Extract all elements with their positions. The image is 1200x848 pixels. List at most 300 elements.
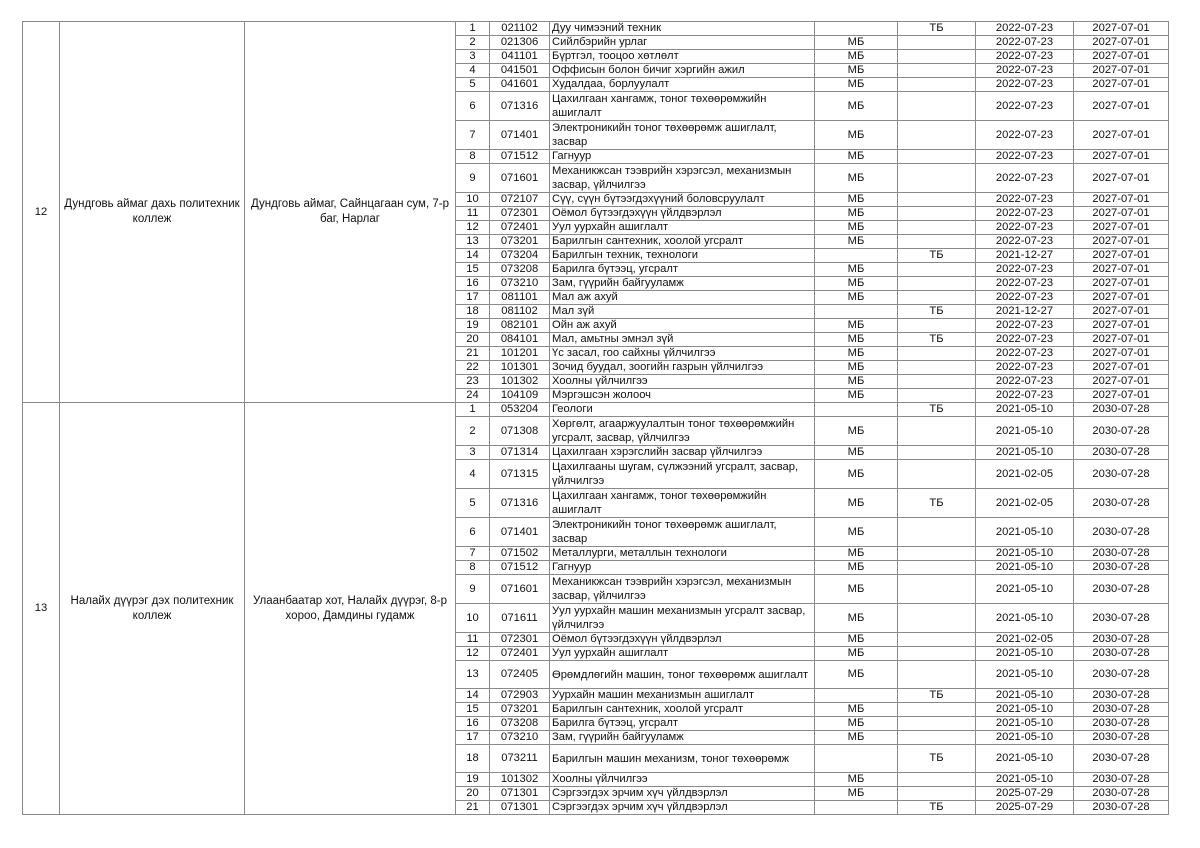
tb-level xyxy=(898,164,976,193)
start-date: 2022-07-23 xyxy=(976,78,1074,92)
mb-level: МБ xyxy=(815,221,898,235)
program-code: 071315 xyxy=(490,460,550,489)
mb-level: МБ xyxy=(815,703,898,717)
row-number: 15 xyxy=(456,703,490,717)
end-date: 2027-07-01 xyxy=(1074,22,1169,36)
program-code: 041501 xyxy=(490,64,550,78)
tb-level xyxy=(898,291,976,305)
program-name: Гагнуур xyxy=(550,150,815,164)
start-date: 2022-07-23 xyxy=(976,36,1074,50)
mb-level: МБ xyxy=(815,575,898,604)
program-code: 072301 xyxy=(490,207,550,221)
program-name: Оёмол бүтээгдэхүүн үйлдвэрлэл xyxy=(550,633,815,647)
tb-level xyxy=(898,235,976,249)
row-number: 7 xyxy=(456,547,490,561)
program-code: 071401 xyxy=(490,121,550,150)
program-code: 073210 xyxy=(490,731,550,745)
college-name: Дундговь аймаг дахь политехник коллеж xyxy=(60,22,245,403)
end-date: 2027-07-01 xyxy=(1074,121,1169,150)
mb-level: МБ xyxy=(815,787,898,801)
row-number: 17 xyxy=(456,291,490,305)
start-date: 2022-07-23 xyxy=(976,164,1074,193)
row-number: 17 xyxy=(456,731,490,745)
tb-level xyxy=(898,361,976,375)
row-number: 4 xyxy=(456,64,490,78)
tb-level xyxy=(898,150,976,164)
program-code: 021306 xyxy=(490,36,550,50)
row-number: 4 xyxy=(456,460,490,489)
program-code: 071316 xyxy=(490,92,550,121)
program-name: Хөргөлт, агааржуулалтын тоног төхөөрөмжийн угсралт, засвар, үйлчилгээ xyxy=(550,417,815,446)
mb-level: МБ xyxy=(815,375,898,389)
program-name: Цахилгаан хангамж, тоног төхөөрөмжийн ашиглалт xyxy=(550,92,815,121)
tb-level xyxy=(898,78,976,92)
row-number: 13 xyxy=(456,661,490,689)
table-row xyxy=(23,403,1169,417)
tb-level xyxy=(898,221,976,235)
program-name: Сийлбэрийн урлаг xyxy=(550,36,815,50)
program-code: 071601 xyxy=(490,575,550,604)
end-date: 2027-07-01 xyxy=(1074,319,1169,333)
program-code: 071502 xyxy=(490,547,550,561)
mb-level xyxy=(815,689,898,703)
program-name: Барилгын сантехник, хоолой угсралт xyxy=(550,703,815,717)
start-date: 2021-05-10 xyxy=(976,647,1074,661)
program-name: Барилга бүтээц, угсралт xyxy=(550,263,815,277)
program-name: Электроникийн тоног төхөөрөмж ашиглалт, засвар xyxy=(550,121,815,150)
program-name: Барилга бүтээц, угсралт xyxy=(550,717,815,731)
end-date: 2027-07-01 xyxy=(1074,235,1169,249)
mb-level: МБ xyxy=(815,164,898,193)
program-name: Сэргээгдэх эрчим хүч үйлдвэрлэл xyxy=(550,801,815,815)
program-name: Металлурги, металлын технологи xyxy=(550,547,815,561)
tb-level xyxy=(898,604,976,633)
program-name: Мэргэшсэн жолооч xyxy=(550,389,815,403)
start-date: 2021-05-10 xyxy=(976,703,1074,717)
program-name: Геологи xyxy=(550,403,815,417)
tb-level: ТБ xyxy=(898,689,976,703)
start-date: 2021-12-27 xyxy=(976,249,1074,263)
mb-level xyxy=(815,801,898,815)
mb-level: МБ xyxy=(815,235,898,249)
program-name: Цахилгаан хэрэгслийн засвар үйлчилгээ xyxy=(550,446,815,460)
tb-level xyxy=(898,64,976,78)
row-number: 1 xyxy=(456,403,490,417)
tb-level xyxy=(898,121,976,150)
row-number: 19 xyxy=(456,773,490,787)
start-date: 2022-07-23 xyxy=(976,64,1074,78)
program-name: Мал зүй xyxy=(550,305,815,319)
program-code: 073208 xyxy=(490,717,550,731)
program-name: Худалдаа, борлуулалт xyxy=(550,78,815,92)
end-date: 2030-07-28 xyxy=(1074,604,1169,633)
mb-level: МБ xyxy=(815,731,898,745)
start-date: 2025-07-29 xyxy=(976,787,1074,801)
program-code: 073201 xyxy=(490,235,550,249)
tb-level xyxy=(898,575,976,604)
start-date: 2022-07-23 xyxy=(976,291,1074,305)
end-date: 2030-07-28 xyxy=(1074,489,1169,518)
end-date: 2027-07-01 xyxy=(1074,50,1169,64)
program-code: 071314 xyxy=(490,446,550,460)
program-code: 071611 xyxy=(490,604,550,633)
mb-level: МБ xyxy=(815,36,898,50)
mb-level xyxy=(815,305,898,319)
end-date: 2027-07-01 xyxy=(1074,333,1169,347)
program-code: 104109 xyxy=(490,389,550,403)
college-program-table xyxy=(22,21,1169,815)
start-date: 2022-07-23 xyxy=(976,361,1074,375)
tb-level xyxy=(898,263,976,277)
end-date: 2030-07-28 xyxy=(1074,518,1169,547)
row-number: 8 xyxy=(456,561,490,575)
program-code: 041101 xyxy=(490,50,550,64)
mb-level: МБ xyxy=(815,50,898,64)
program-code: 041601 xyxy=(490,78,550,92)
start-date: 2022-07-23 xyxy=(976,319,1074,333)
program-code: 072401 xyxy=(490,647,550,661)
program-name: Хоолны үйлчилгээ xyxy=(550,375,815,389)
start-date: 2025-07-29 xyxy=(976,801,1074,815)
start-date: 2022-07-23 xyxy=(976,221,1074,235)
tb-level: ТБ xyxy=(898,333,976,347)
row-number: 7 xyxy=(456,121,490,150)
tb-level: ТБ xyxy=(898,801,976,815)
program-code: 071301 xyxy=(490,787,550,801)
program-name: Уурхайн машин механизмын ашиглалт xyxy=(550,689,815,703)
tb-level xyxy=(898,717,976,731)
tb-level xyxy=(898,518,976,547)
mb-level: МБ xyxy=(815,417,898,446)
start-date: 2022-07-23 xyxy=(976,263,1074,277)
row-number: 12 xyxy=(456,221,490,235)
mb-level: МБ xyxy=(815,92,898,121)
tb-level xyxy=(898,347,976,361)
program-code: 073211 xyxy=(490,745,550,773)
mb-level: МБ xyxy=(815,361,898,375)
tb-level xyxy=(898,787,976,801)
end-date: 2027-07-01 xyxy=(1074,164,1169,193)
program-name: Барилгын сантехник, хоолой угсралт xyxy=(550,235,815,249)
tb-level xyxy=(898,633,976,647)
end-date: 2027-07-01 xyxy=(1074,207,1169,221)
mb-level: МБ xyxy=(815,291,898,305)
program-code: 072401 xyxy=(490,221,550,235)
row-number: 15 xyxy=(456,263,490,277)
row-number: 16 xyxy=(456,717,490,731)
end-date: 2030-07-28 xyxy=(1074,703,1169,717)
row-number: 22 xyxy=(456,361,490,375)
program-name: Уул уурхайн ашиглалт xyxy=(550,647,815,661)
end-date: 2027-07-01 xyxy=(1074,263,1169,277)
row-number: 24 xyxy=(456,389,490,403)
mb-level: МБ xyxy=(815,263,898,277)
end-date: 2027-07-01 xyxy=(1074,150,1169,164)
end-date: 2030-07-28 xyxy=(1074,773,1169,787)
mb-level: МБ xyxy=(815,389,898,403)
program-name: Цахилгааны шугам, сүлжээний угсралт, засвар, үйлчилгээ xyxy=(550,460,815,489)
program-name: Механикжсан тээврийн хэрэгсэл, механизмын засвар, үйлчилгээ xyxy=(550,164,815,193)
program-code: 071401 xyxy=(490,518,550,547)
program-name: Сүү, сүүн бүтээгдэхүүний боловсруулалт xyxy=(550,193,815,207)
college-index: 12 xyxy=(23,22,60,403)
start-date: 2022-07-23 xyxy=(976,121,1074,150)
start-date: 2022-07-23 xyxy=(976,50,1074,64)
row-number: 10 xyxy=(456,193,490,207)
tb-level xyxy=(898,460,976,489)
program-code: 073204 xyxy=(490,249,550,263)
end-date: 2027-07-01 xyxy=(1074,347,1169,361)
table-body xyxy=(23,22,1169,815)
mb-level xyxy=(815,745,898,773)
mb-level xyxy=(815,22,898,36)
tb-level xyxy=(898,277,976,291)
start-date: 2022-07-23 xyxy=(976,235,1074,249)
mb-level: МБ xyxy=(815,78,898,92)
program-code: 082101 xyxy=(490,319,550,333)
mb-level: МБ xyxy=(815,150,898,164)
end-date: 2030-07-28 xyxy=(1074,745,1169,773)
program-code: 072405 xyxy=(490,661,550,689)
mb-level: МБ xyxy=(815,633,898,647)
program-code: 073201 xyxy=(490,703,550,717)
mb-level: МБ xyxy=(815,518,898,547)
end-date: 2027-07-01 xyxy=(1074,277,1169,291)
program-code: 081101 xyxy=(490,291,550,305)
program-code: 072107 xyxy=(490,193,550,207)
end-date: 2030-07-28 xyxy=(1074,417,1169,446)
row-number: 21 xyxy=(456,347,490,361)
start-date: 2021-05-10 xyxy=(976,604,1074,633)
row-number: 9 xyxy=(456,164,490,193)
row-number: 6 xyxy=(456,518,490,547)
row-number: 21 xyxy=(456,801,490,815)
table-row xyxy=(23,22,1169,36)
start-date: 2022-07-23 xyxy=(976,92,1074,121)
end-date: 2027-07-01 xyxy=(1074,305,1169,319)
start-date: 2021-05-10 xyxy=(976,561,1074,575)
mb-level: МБ xyxy=(815,319,898,333)
row-number: 23 xyxy=(456,375,490,389)
program-name: Оёмол бүтээгдэхүүн үйлдвэрлэл xyxy=(550,207,815,221)
program-code: 072301 xyxy=(490,633,550,647)
program-code: 081102 xyxy=(490,305,550,319)
start-date: 2022-07-23 xyxy=(976,193,1074,207)
program-name: Уул уурхайн машин механизмын угсралт засвар, үйлчилгээ xyxy=(550,604,815,633)
tb-level xyxy=(898,207,976,221)
program-name: Зам, гүүрийн байгууламж xyxy=(550,731,815,745)
tb-level xyxy=(898,731,976,745)
tb-level xyxy=(898,703,976,717)
program-code: 073210 xyxy=(490,277,550,291)
start-date: 2022-07-23 xyxy=(976,22,1074,36)
start-date: 2021-05-10 xyxy=(976,518,1074,547)
row-number: 6 xyxy=(456,92,490,121)
tb-level xyxy=(898,389,976,403)
start-date: 2021-05-10 xyxy=(976,661,1074,689)
end-date: 2030-07-28 xyxy=(1074,731,1169,745)
tb-level: ТБ xyxy=(898,489,976,518)
end-date: 2027-07-01 xyxy=(1074,36,1169,50)
start-date: 2021-05-10 xyxy=(976,547,1074,561)
mb-level: МБ xyxy=(815,446,898,460)
end-date: 2027-07-01 xyxy=(1074,64,1169,78)
mb-level: МБ xyxy=(815,347,898,361)
start-date: 2022-07-23 xyxy=(976,207,1074,221)
program-name: Хоолны үйлчилгээ xyxy=(550,773,815,787)
program-code: 053204 xyxy=(490,403,550,417)
program-name: Өрөмдлөгийн машин, тоног төхөөрөмж ашиглалт xyxy=(550,661,815,689)
end-date: 2030-07-28 xyxy=(1074,633,1169,647)
mb-level: МБ xyxy=(815,647,898,661)
program-name: Үс засал, гоо сайхны үйлчилгээ xyxy=(550,347,815,361)
program-name: Гагнуур xyxy=(550,561,815,575)
end-date: 2030-07-28 xyxy=(1074,561,1169,575)
start-date: 2021-02-05 xyxy=(976,489,1074,518)
row-number: 8 xyxy=(456,150,490,164)
row-number: 19 xyxy=(456,319,490,333)
mb-level: МБ xyxy=(815,547,898,561)
start-date: 2022-07-23 xyxy=(976,333,1074,347)
start-date: 2021-02-05 xyxy=(976,460,1074,489)
college-index: 13 xyxy=(23,403,60,815)
end-date: 2027-07-01 xyxy=(1074,389,1169,403)
program-code: 072903 xyxy=(490,689,550,703)
end-date: 2027-07-01 xyxy=(1074,193,1169,207)
college-name: Налайх дүүрэг дэх политехник коллеж xyxy=(60,403,245,815)
start-date: 2021-05-10 xyxy=(976,717,1074,731)
tb-level xyxy=(898,319,976,333)
tb-level xyxy=(898,417,976,446)
end-date: 2027-07-01 xyxy=(1074,375,1169,389)
program-name: Уул уурхайн ашиглалт xyxy=(550,221,815,235)
program-name: Оффисын болон бичиг хэргийн ажил xyxy=(550,64,815,78)
row-number: 14 xyxy=(456,249,490,263)
start-date: 2022-07-23 xyxy=(976,389,1074,403)
start-date: 2022-07-23 xyxy=(976,150,1074,164)
mb-level xyxy=(815,249,898,263)
start-date: 2021-05-10 xyxy=(976,773,1074,787)
program-name: Сэргээгдэх эрчим хүч үйлдвэрлэл xyxy=(550,787,815,801)
end-date: 2030-07-28 xyxy=(1074,403,1169,417)
program-code: 101201 xyxy=(490,347,550,361)
program-name: Мал, амьтны эмнэл зүй xyxy=(550,333,815,347)
row-number: 2 xyxy=(456,36,490,50)
end-date: 2027-07-01 xyxy=(1074,361,1169,375)
row-number: 5 xyxy=(456,78,490,92)
program-code: 084101 xyxy=(490,333,550,347)
row-number: 13 xyxy=(456,235,490,249)
start-date: 2021-02-05 xyxy=(976,633,1074,647)
program-name: Дуу чимээний техник xyxy=(550,22,815,36)
end-date: 2030-07-28 xyxy=(1074,661,1169,689)
program-code: 071601 xyxy=(490,164,550,193)
program-code: 021102 xyxy=(490,22,550,36)
end-date: 2030-07-28 xyxy=(1074,446,1169,460)
row-number: 12 xyxy=(456,647,490,661)
end-date: 2027-07-01 xyxy=(1074,249,1169,263)
tb-level xyxy=(898,50,976,64)
program-code: 071308 xyxy=(490,417,550,446)
mb-level: МБ xyxy=(815,604,898,633)
mb-level: МБ xyxy=(815,717,898,731)
start-date: 2021-05-10 xyxy=(976,446,1074,460)
row-number: 1 xyxy=(456,22,490,36)
row-number: 14 xyxy=(456,689,490,703)
tb-level xyxy=(898,647,976,661)
mb-level: МБ xyxy=(815,121,898,150)
program-code: 101302 xyxy=(490,375,550,389)
end-date: 2030-07-28 xyxy=(1074,801,1169,815)
tb-level xyxy=(898,375,976,389)
program-name: Цахилгаан хангамж, тоног төхөөрөмжийн ашиглалт xyxy=(550,489,815,518)
end-date: 2030-07-28 xyxy=(1074,689,1169,703)
start-date: 2021-05-10 xyxy=(976,403,1074,417)
mb-level: МБ xyxy=(815,333,898,347)
program-name: Зочид буудал, зоогийн газрын үйлчилгээ xyxy=(550,361,815,375)
program-code: 071512 xyxy=(490,150,550,164)
mb-level xyxy=(815,403,898,417)
row-number: 3 xyxy=(456,50,490,64)
row-number: 20 xyxy=(456,787,490,801)
start-date: 2021-05-10 xyxy=(976,689,1074,703)
program-name: Барилгын техник, технологи xyxy=(550,249,815,263)
tb-level xyxy=(898,561,976,575)
mb-level: МБ xyxy=(815,489,898,518)
program-code: 071316 xyxy=(490,489,550,518)
tb-level: ТБ xyxy=(898,305,976,319)
start-date: 2022-07-23 xyxy=(976,347,1074,361)
end-date: 2027-07-01 xyxy=(1074,221,1169,235)
end-date: 2030-07-28 xyxy=(1074,717,1169,731)
end-date: 2027-07-01 xyxy=(1074,291,1169,305)
start-date: 2022-07-23 xyxy=(976,375,1074,389)
start-date: 2021-05-10 xyxy=(976,731,1074,745)
row-number: 20 xyxy=(456,333,490,347)
row-number: 18 xyxy=(456,745,490,773)
mb-level: МБ xyxy=(815,277,898,291)
program-code: 101302 xyxy=(490,773,550,787)
program-code: 071301 xyxy=(490,801,550,815)
end-date: 2030-07-28 xyxy=(1074,647,1169,661)
tb-level xyxy=(898,446,976,460)
program-name: Механикжсан тээврийн хэрэгсэл, механизмын засвар, үйлчилгээ xyxy=(550,575,815,604)
row-number: 5 xyxy=(456,489,490,518)
tb-level: ТБ xyxy=(898,745,976,773)
program-code: 101301 xyxy=(490,361,550,375)
tb-level xyxy=(898,661,976,689)
program-name: Электроникийн тоног төхөөрөмж ашиглалт, засвар xyxy=(550,518,815,547)
mb-level: МБ xyxy=(815,193,898,207)
college-address: Дундговь аймаг, Сайнцагаан сум, 7-р баг, Нарлаг xyxy=(245,22,456,403)
mb-level: МБ xyxy=(815,561,898,575)
start-date: 2021-05-10 xyxy=(976,575,1074,604)
end-date: 2030-07-28 xyxy=(1074,547,1169,561)
program-name: Барилгын машин механизм, тоног төхөөрөмж xyxy=(550,745,815,773)
tb-level: ТБ xyxy=(898,22,976,36)
tb-level: ТБ xyxy=(898,249,976,263)
end-date: 2030-07-28 xyxy=(1074,460,1169,489)
mb-level: МБ xyxy=(815,773,898,787)
end-date: 2030-07-28 xyxy=(1074,787,1169,801)
tb-level xyxy=(898,92,976,121)
row-number: 11 xyxy=(456,207,490,221)
program-name: Ойн аж ахуй xyxy=(550,319,815,333)
row-number: 18 xyxy=(456,305,490,319)
mb-level: МБ xyxy=(815,64,898,78)
tb-level xyxy=(898,547,976,561)
row-number: 3 xyxy=(456,446,490,460)
